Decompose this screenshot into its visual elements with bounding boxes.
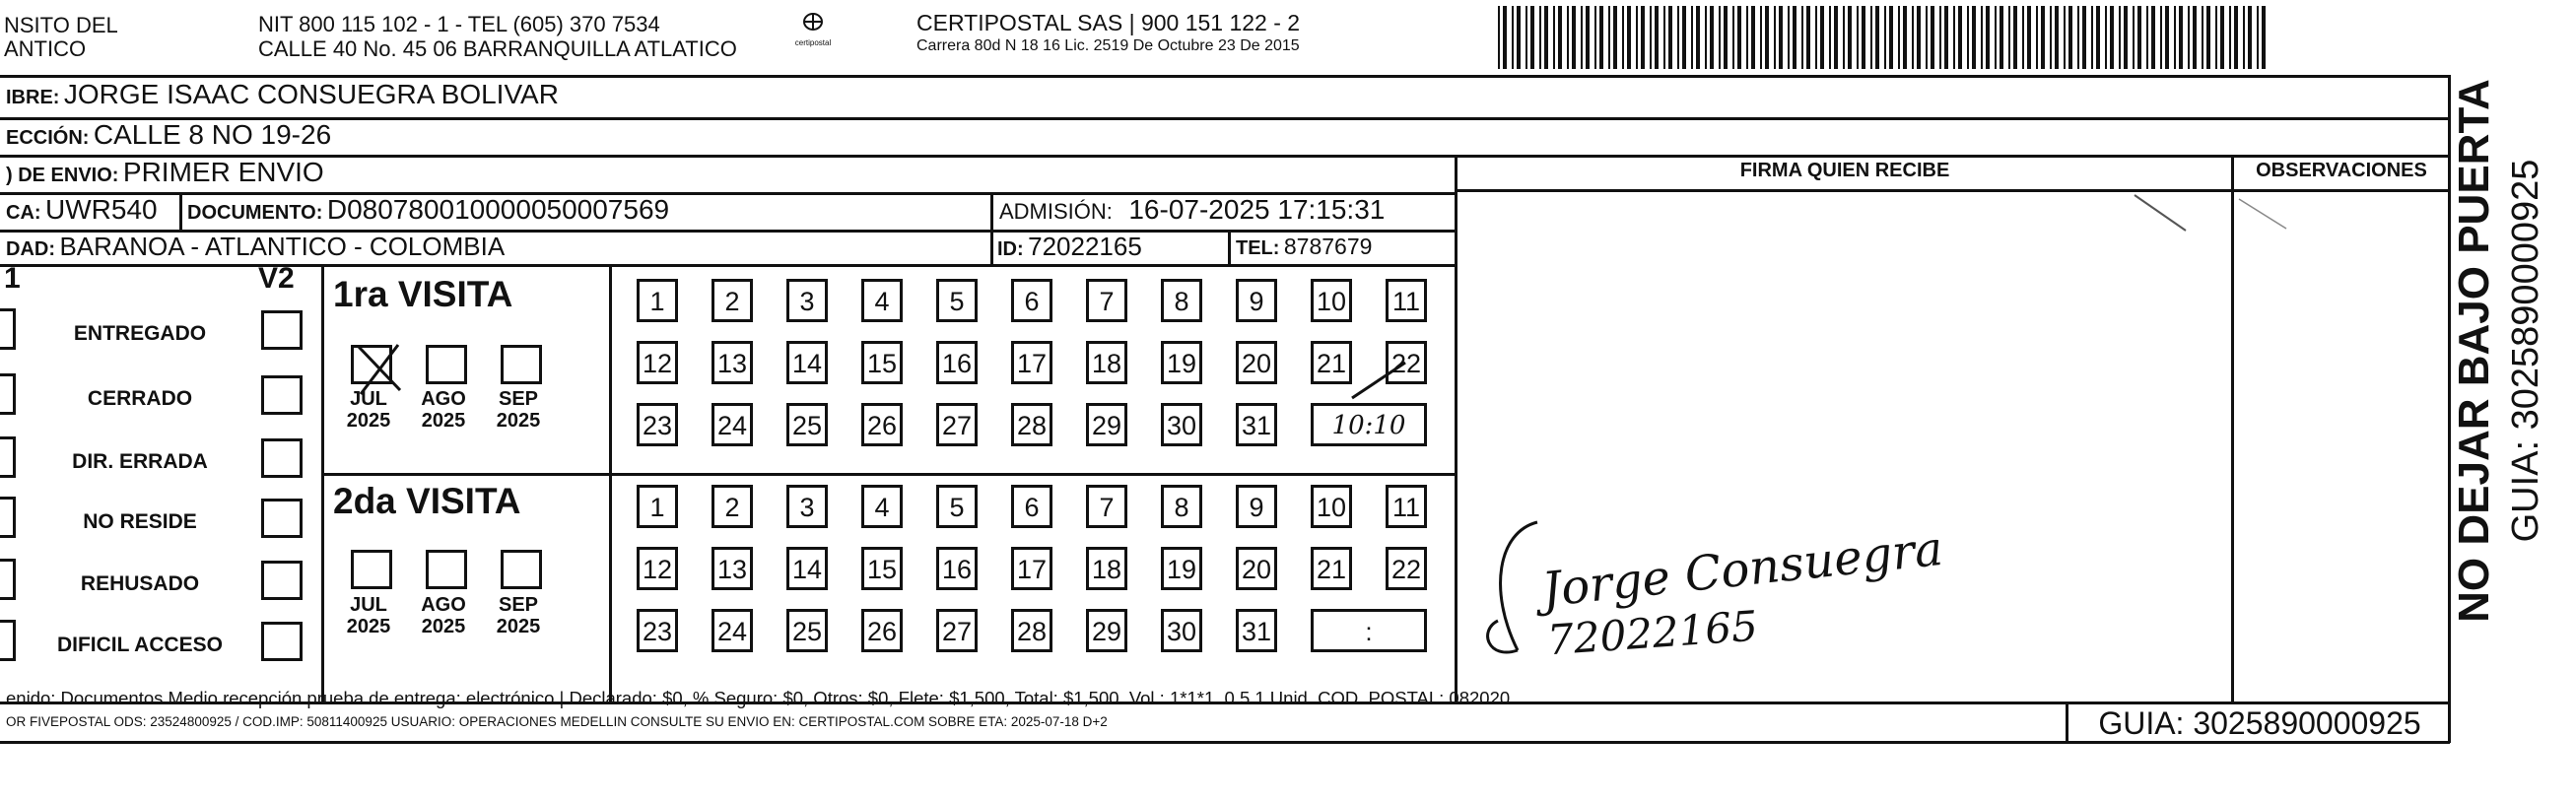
firma-header: FIRMA QUIEN RECIBE <box>1739 160 1950 181</box>
visit2-day-box[interactable]: 1 <box>637 485 678 528</box>
visit2-month-label <box>489 594 548 637</box>
status-v1-checkbox[interactable] <box>0 559 16 600</box>
visit1-day-box[interactable]: 22 <box>1386 341 1427 384</box>
barcode-bar <box>1719 6 1721 69</box>
footer-details: enido: Documentos Medio recepción prueba de entrega: electrónico | Declarado: $0, % Seguro: $0, Otros: $0, Flete: $1,500, Total: $1,500. Vol.: 1*1*1. 0.5 1 Unid. COD. POSTAL: 082020 <box>6 688 1511 708</box>
barcode-bar <box>1843 6 1845 69</box>
barcode-bar <box>2091 6 2093 69</box>
barcode-bar <box>1710 6 1714 69</box>
barcode-bar <box>1544 6 1548 69</box>
barcode-bar <box>2160 6 2162 69</box>
barcode-bar <box>1599 6 1603 69</box>
barcode-bar <box>1594 6 1596 69</box>
visit2-month-checkbox[interactable] <box>501 550 542 589</box>
barcode-bar <box>1926 6 1928 69</box>
barcode-bar <box>1751 6 1755 69</box>
visit2-day-box[interactable]: 27 <box>936 609 978 652</box>
obs-scratch-icon <box>2237 197 2296 236</box>
visit2-day-box[interactable]: 21 <box>1311 547 1352 590</box>
visit2-day-box[interactable]: 31 <box>1236 609 1277 652</box>
barcode-bar <box>2000 6 2003 69</box>
visit1-day-box[interactable]: 2 <box>712 279 753 322</box>
visit1-day-box[interactable]: 28 <box>1011 403 1052 446</box>
visit1-day-box[interactable]: 17 <box>1011 341 1052 384</box>
document-label: DOCUMENTO: <box>187 202 323 224</box>
barcode-bar <box>1801 6 1803 69</box>
barcode-bar <box>2206 6 2210 69</box>
visit1-day-box[interactable]: 1 <box>637 279 678 322</box>
status-label: NO RESIDE <box>83 510 197 533</box>
barcode-bar <box>2243 6 2245 69</box>
visit1-day-box[interactable]: 30 <box>1161 403 1202 446</box>
certipostal-logo <box>788 10 838 59</box>
status-v2-checkbox[interactable] <box>261 622 303 661</box>
status-v1-checkbox[interactable] <box>0 436 16 478</box>
visit2-day-box[interactable]: 9 <box>1236 485 1277 528</box>
visit2-day-box[interactable]: 5 <box>936 485 978 528</box>
visit1-day-box[interactable]: 5 <box>936 279 978 322</box>
shipment-type-label: ) DE ENVIO: <box>6 165 119 186</box>
barcode-bar <box>1806 6 1810 69</box>
sender-name <box>4 14 118 61</box>
visit2-title: 2da VISITA <box>333 481 521 521</box>
month-name: SEP <box>498 388 539 410</box>
month-year: 2025 <box>421 410 466 432</box>
barcode-bar <box>2193 6 2197 69</box>
sender-nit: NIT 800 115 102 - 1 - TEL (605) 370 7534 <box>258 12 660 36</box>
barcode-bar <box>2055 6 2059 69</box>
barcode-bar <box>2248 6 2252 69</box>
visit1-day-box[interactable]: 8 <box>1161 279 1202 322</box>
city-field <box>6 232 505 262</box>
barcode-bar <box>2096 6 2100 69</box>
recipient-name-value: JORGE ISAAC CONSUEGRA BOLIVAR <box>63 79 559 109</box>
visit1-day-box[interactable]: 27 <box>936 403 978 446</box>
tel-value: 8787679 <box>1283 234 1373 259</box>
barcode-bar <box>2188 6 2190 69</box>
visit2-day-box[interactable]: 26 <box>861 609 903 652</box>
side-guia: GUIA: 3025890000925 <box>2505 159 2546 543</box>
city-label: DAD: <box>6 238 55 260</box>
visit1-col-label: 1 <box>4 262 21 295</box>
barcode-bar <box>1572 6 1576 69</box>
visit1-month-checkbox[interactable] <box>501 345 542 384</box>
barcode-bar <box>1765 6 1769 69</box>
recipient-name-row <box>6 79 559 110</box>
barcode-bar <box>1705 6 1707 69</box>
admission-label: ADMISIÓN: <box>999 199 1113 224</box>
visit2-day-box[interactable]: 30 <box>1161 609 1202 652</box>
status-v1-checkbox[interactable] <box>0 308 16 350</box>
visit2-col-label: V2 <box>258 262 295 295</box>
barcode-bar <box>2105 6 2107 69</box>
signature-name: Jorge Consuegra <box>1539 520 1946 619</box>
visit1-day-box[interactable]: 15 <box>861 341 903 384</box>
status-label: CERRADO <box>87 387 193 410</box>
id-label: ID: <box>997 238 1024 260</box>
barcode-bar <box>1622 6 1624 69</box>
barcode-bar <box>2013 6 2017 69</box>
document-value: D080780010000050007569 <box>326 194 670 225</box>
barcode-bar <box>1870 6 1872 69</box>
barcode-bar <box>1650 6 1652 69</box>
barcode-bar <box>2215 6 2217 69</box>
visit1-day-box[interactable]: 31 <box>1236 403 1277 446</box>
barcode-bar <box>1889 6 1893 69</box>
visit2-day-box[interactable]: 28 <box>1011 609 1052 652</box>
barcode-bar <box>1512 6 1514 69</box>
status-v2-checkbox[interactable] <box>261 438 303 478</box>
barcode-bar <box>1760 6 1762 69</box>
visit1-day-box[interactable]: 9 <box>1236 279 1277 322</box>
barcode-bar <box>1958 6 1962 69</box>
visit2-month-label <box>339 594 398 637</box>
barcode-bar <box>1724 6 1728 69</box>
visit2-month-label <box>414 594 473 637</box>
visit1-day-box[interactable]: 11 <box>1386 279 1427 322</box>
visit2-day-box[interactable]: 24 <box>712 609 753 652</box>
sender-line-1: NSITO DEL <box>4 13 118 37</box>
status-label: DIFICIL ACCESO <box>56 634 223 656</box>
plate-field <box>6 194 158 226</box>
visit2-day-box[interactable]: 13 <box>712 547 753 590</box>
barcode-bar <box>1912 6 1914 69</box>
barcode-bar <box>2137 6 2141 69</box>
barcode-bar <box>1517 6 1521 69</box>
barcode-bar <box>1875 6 1879 69</box>
status-v2-checkbox[interactable] <box>261 310 303 350</box>
barcode-bar <box>1553 6 1555 69</box>
tel-label: TEL: <box>1236 237 1280 259</box>
visit1-day-box[interactable]: 7 <box>1086 279 1127 322</box>
plate-value: UWR540 <box>45 194 158 225</box>
visit1-month-label <box>414 388 473 432</box>
barcode-bar <box>1581 6 1583 69</box>
visit1-day-box[interactable]: 6 <box>1011 279 1052 322</box>
barcode-bar <box>1884 6 1886 69</box>
visit2-day-box[interactable]: 15 <box>861 547 903 590</box>
barcode-bar <box>1746 6 1748 69</box>
barcode-bar <box>1525 6 1527 69</box>
visit2-day-box[interactable]: 4 <box>861 485 903 528</box>
barcode-bar <box>1737 6 1741 69</box>
barcode-bar <box>1981 6 1983 69</box>
barcode-bar <box>1917 6 1921 69</box>
visit2-day-box[interactable]: 25 <box>786 609 828 652</box>
barcode-bar <box>1967 6 1969 69</box>
barcode-bar <box>1682 6 1686 69</box>
visit2-day-box[interactable]: 2 <box>712 485 753 528</box>
barcode-bar <box>1636 6 1638 69</box>
barcode-bar <box>2220 6 2224 69</box>
visit1-month-checkbox[interactable] <box>426 345 467 384</box>
barcode-bar <box>1829 6 1831 69</box>
barcode-bar <box>1931 6 1934 69</box>
firma-scratch-icon <box>2133 193 2192 234</box>
visit1-day-box[interactable]: 20 <box>1236 341 1277 384</box>
month-name: JUL <box>350 594 387 616</box>
barcode-bar <box>1641 6 1645 69</box>
visit1-day-box[interactable]: 13 <box>712 341 753 384</box>
barcode-bar <box>1567 6 1569 69</box>
barcode-bar <box>1834 6 1838 69</box>
status-v2-checkbox[interactable] <box>261 375 303 415</box>
barcode-bar <box>1857 6 1859 69</box>
sender-info <box>258 12 737 61</box>
barcode-icon <box>1498 6 2267 69</box>
document-field <box>187 194 669 226</box>
barcode-bar <box>1558 6 1562 69</box>
status-v1-checkbox[interactable] <box>0 620 16 661</box>
barcode-bar <box>1986 6 1990 69</box>
visit2-day-box[interactable]: 10 <box>1311 485 1352 528</box>
barcode-bar <box>2151 6 2155 69</box>
barcode-bar <box>1539 6 1541 69</box>
barcode-bar <box>2022 6 2024 69</box>
status-v2-checkbox[interactable] <box>261 499 303 538</box>
barcode-bar <box>2068 6 2072 69</box>
barcode-bar <box>1944 6 1948 69</box>
month-name: AGO <box>421 594 466 616</box>
visit1-day-box[interactable]: 3 <box>786 279 828 322</box>
visit2-day-box[interactable]: 17 <box>1011 547 1052 590</box>
barcode-bar <box>2124 6 2128 69</box>
visit1-day-box[interactable]: 10 <box>1311 279 1352 322</box>
visit1-day-box[interactable]: 14 <box>786 341 828 384</box>
sender-line-2: ANTICO <box>4 36 87 61</box>
barcode-bar <box>1793 6 1796 69</box>
id-value: 72022165 <box>1028 232 1142 261</box>
barcode-bar <box>2229 6 2231 69</box>
visit1-day-box[interactable]: 24 <box>712 403 753 446</box>
visit1-day-box[interactable]: 16 <box>936 341 978 384</box>
barcode-bar <box>1691 6 1693 69</box>
visit2-day-box[interactable]: 18 <box>1086 547 1127 590</box>
shipment-type-row <box>6 157 324 188</box>
city-value: BARANOA - ATLANTICO - COLOMBIA <box>59 232 506 261</box>
visit1-day-box[interactable]: 4 <box>861 279 903 322</box>
visit2-day-box[interactable]: 23 <box>637 609 678 652</box>
shipment-type-value: PRIMER ENVIO <box>122 157 324 187</box>
visit2-day-box[interactable]: 3 <box>786 485 828 528</box>
recipient-address-value: CALLE 8 NO 19-26 <box>93 119 332 150</box>
barcode-bar <box>1732 6 1734 69</box>
admission-value: 16-07-2025 17:15:31 <box>1128 194 1386 225</box>
status-v1-checkbox[interactable] <box>0 497 16 538</box>
barcode-bar <box>2234 6 2238 69</box>
visit2-day-box[interactable]: 14 <box>786 547 828 590</box>
courier-license: Carrera 80d N 18 16 Lic. 2519 De Octubre 23 De 2015 <box>916 37 1300 54</box>
visit2-month-checkbox[interactable] <box>426 550 467 589</box>
recipient-address-label: ECCIÓN: <box>6 127 90 149</box>
barcode-bar <box>2050 6 2052 69</box>
barcode-bar <box>2133 6 2135 69</box>
barcode-bar <box>1820 6 1824 69</box>
visit2-day-box[interactable]: 19 <box>1161 547 1202 590</box>
month-name: AGO <box>421 388 466 410</box>
barcode-bar <box>1779 6 1783 69</box>
status-v1-checkbox[interactable] <box>0 373 16 415</box>
month-year: 2025 <box>346 410 391 432</box>
barcode-bar <box>2110 6 2114 69</box>
barcode-bar <box>1498 6 1500 69</box>
barcode-bar <box>1903 6 1907 69</box>
footer-tracking: OR FIVEPOSTAL ODS: 23524800925 / COD.IMP: 50811400925 USUARIO: OPERACIONES MEDELLIN CONSULTE SU ENVIO EN: CERTIPOSTAL.COM SOBRE ETA: 2025-07-18 D+2 <box>6 714 1108 729</box>
month-year: 2025 <box>496 410 541 432</box>
barcode-bar <box>1898 6 1900 69</box>
month-year: 2025 <box>421 616 466 637</box>
visit1-month-label <box>489 388 548 432</box>
status-label: ENTREGADO <box>73 322 207 345</box>
barcode-bar <box>1862 6 1865 69</box>
barcode-bar <box>1696 6 1700 69</box>
visit1-title: 1ra VISITA <box>333 274 513 314</box>
barcode-bar <box>1815 6 1817 69</box>
observaciones-header: OBSERVACIONES <box>2256 160 2427 181</box>
visit1-day-box[interactable]: 21 <box>1311 341 1352 384</box>
day-22-mark-icon <box>1346 357 1415 406</box>
barcode-bar <box>2027 6 2031 69</box>
visit1-day-box[interactable]: 18 <box>1086 341 1127 384</box>
barcode-bar <box>1668 6 1672 69</box>
barcode-bar <box>1939 6 1941 69</box>
barcode-bar <box>1655 6 1659 69</box>
visit2-day-box[interactable]: 7 <box>1086 485 1127 528</box>
visit1-day-box[interactable]: 25 <box>786 403 828 446</box>
visit2-day-box[interactable]: 20 <box>1236 547 1277 590</box>
barcode-bar <box>2174 6 2176 69</box>
barcode-bar <box>2119 6 2121 69</box>
month-name: JUL <box>350 388 387 410</box>
check-mark-icon <box>351 339 420 398</box>
sender-address: CALLE 40 No. 45 06 BARRANQUILLA ATLATICO <box>258 36 737 61</box>
signature-id: 72022165 <box>1545 601 1760 665</box>
visit2-day-box[interactable]: 8 <box>1161 485 1202 528</box>
plate-label: CA: <box>6 202 41 224</box>
visit1-day-box[interactable]: 29 <box>1086 403 1127 446</box>
barcode-bar <box>2262 6 2266 69</box>
courier-nit: CERTIPOSTAL SAS | 900 151 122 - 2 <box>916 10 1301 35</box>
visit2-day-box[interactable]: 6 <box>1011 485 1052 528</box>
month-name: SEP <box>498 594 539 616</box>
barcode-bar <box>1995 6 1997 69</box>
barcode-bar <box>2036 6 2038 69</box>
barcode-bar <box>1586 6 1590 69</box>
barcode-bar <box>1503 6 1507 69</box>
month-year: 2025 <box>346 616 391 637</box>
visit2-day-box[interactable]: 29 <box>1086 609 1127 652</box>
tel-field <box>1236 234 1372 260</box>
barcode-bar <box>2041 6 2045 69</box>
footer-guia: GUIA: 3025890000925 <box>2098 705 2421 741</box>
visit1-day-box[interactable]: 26 <box>861 403 903 446</box>
barcode-bar <box>2082 6 2086 69</box>
logo-text: certipostal <box>794 38 832 47</box>
visit1-day-box[interactable]: 23 <box>637 403 678 446</box>
visit2-month-checkbox[interactable] <box>351 550 392 589</box>
barcode-bar <box>1530 6 1534 69</box>
barcode-bar <box>1663 6 1665 69</box>
barcode-bar <box>2257 6 2259 69</box>
visit1-time-box[interactable]: 10:10 <box>1311 403 1427 446</box>
barcode-bar <box>1774 6 1776 69</box>
id-field <box>997 232 1142 262</box>
visit2-time-box[interactable]: : <box>1311 609 1427 652</box>
barcode-bar <box>1677 6 1679 69</box>
status-label: REHUSADO <box>80 572 200 595</box>
visit2-day-box[interactable]: 16 <box>936 547 978 590</box>
status-v2-checkbox[interactable] <box>261 561 303 600</box>
month-year: 2025 <box>496 616 541 637</box>
barcode-bar <box>1953 6 1955 69</box>
barcode-bar <box>2179 6 2183 69</box>
barcode-bar <box>2064 6 2066 69</box>
barcode-bar <box>1613 6 1617 69</box>
recipient-name-label: IBRE: <box>6 87 60 108</box>
barcode-bar <box>2165 6 2169 69</box>
courier-info <box>916 10 1300 56</box>
barcode-bar <box>1788 6 1790 69</box>
visit2-day-box[interactable]: 22 <box>1386 547 1427 590</box>
signature-block <box>1478 502 1991 680</box>
status-label: DIR. ERRADA <box>72 450 208 473</box>
barcode-bar <box>1627 6 1631 69</box>
visit1-day-box[interactable]: 19 <box>1161 341 1202 384</box>
visit1-day-box[interactable]: 12 <box>637 341 678 384</box>
barcode-bar <box>2077 6 2079 69</box>
barcode-bar <box>2146 6 2148 69</box>
visit2-day-box[interactable]: 12 <box>637 547 678 590</box>
no-dejar-bajo-puerta: NO DEJAR BAJO PUERTA <box>2450 79 2498 623</box>
barcode-bar <box>2008 6 2010 69</box>
side-text <box>2446 55 2576 705</box>
admission-field <box>999 194 1385 226</box>
barcode-bar <box>1848 6 1852 69</box>
visit2-day-box[interactable]: 11 <box>1386 485 1427 528</box>
barcode-bar <box>1972 6 1976 69</box>
recipient-address-row <box>6 119 331 151</box>
barcode-bar <box>1608 6 1610 69</box>
barcode-bar <box>2202 6 2203 69</box>
